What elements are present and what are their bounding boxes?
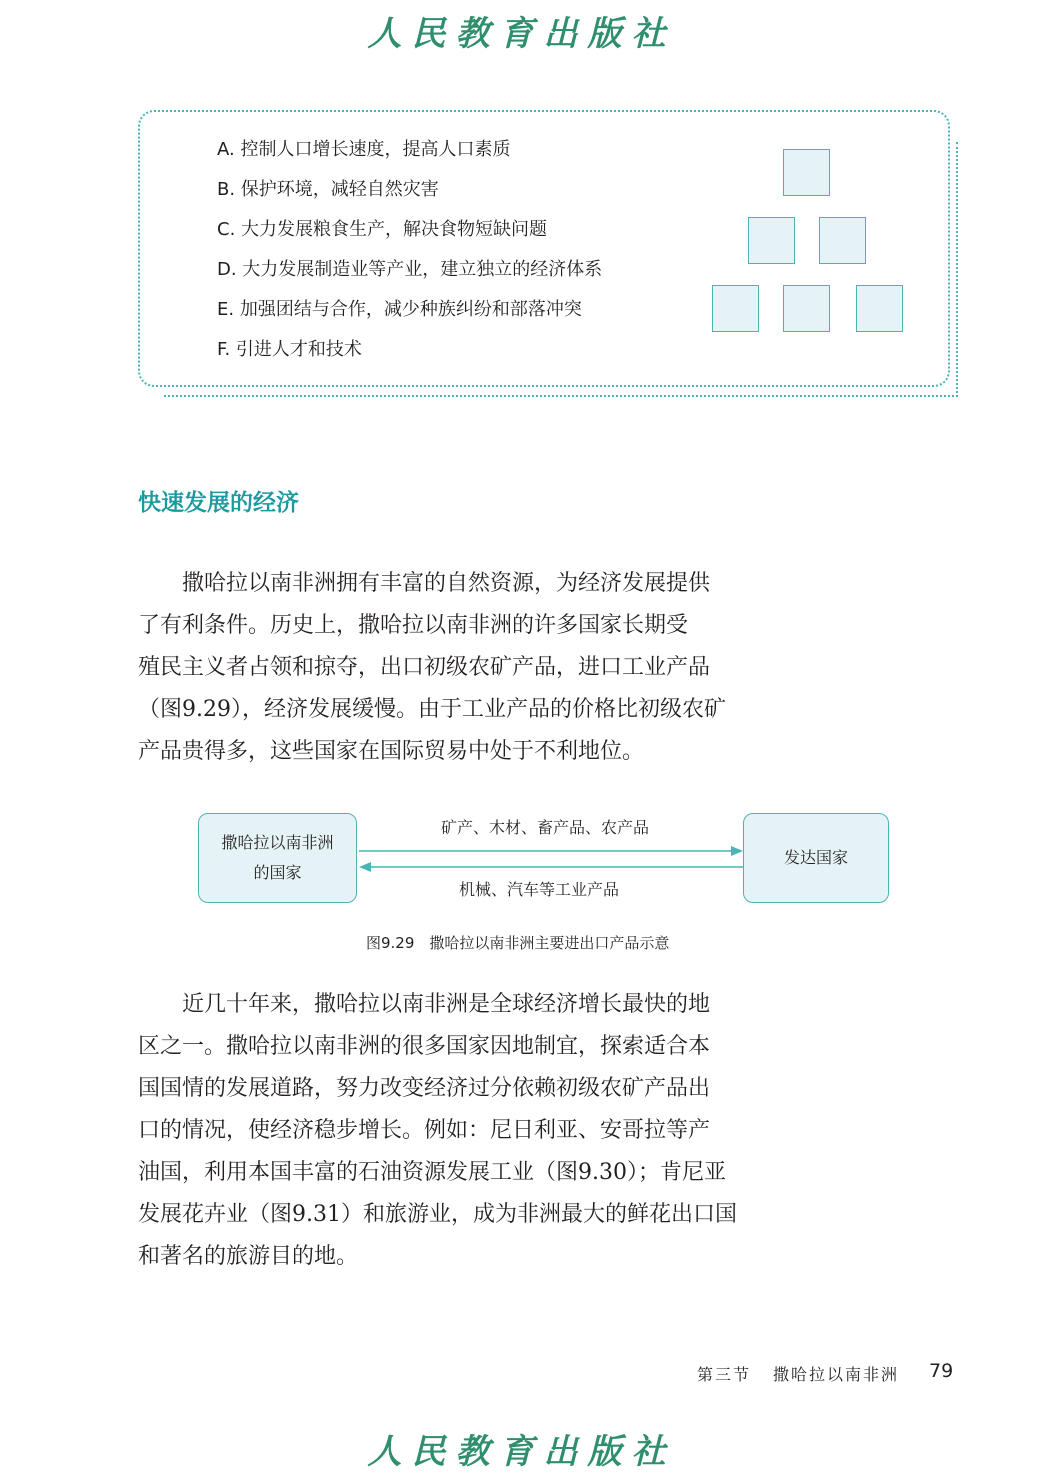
node-left-line-2: 的国家 bbox=[253, 863, 302, 882]
option-c: C. 大力发展粮食生产，解决食物短缺问题 bbox=[217, 219, 548, 240]
publisher-logo-bottom: 人民教育出版社 bbox=[367, 1432, 676, 1472]
paragraph-1-line: 殖民主义者占领和掠夺，出口初级农矿产品，进口工业产品 bbox=[138, 655, 711, 680]
paragraph-1-line: （图9.29），经济发展缓慢。由于工业产品的价格比初级农矿 bbox=[138, 697, 726, 722]
paragraph-1-line: 了有利条件。历史上，撒哈拉以南非洲的许多国家长期受 bbox=[138, 613, 689, 638]
option-f: F. 引进人才和技术 bbox=[217, 339, 362, 360]
footer-chapter-title: 撒哈拉以南非洲 bbox=[773, 1365, 900, 1384]
export-label: 矿产、木材、畜产品、农产品 bbox=[441, 818, 650, 837]
paragraph-2 bbox=[138, 984, 788, 1278]
pyramid-slot-middle-left[interactable] bbox=[748, 217, 795, 264]
paragraph-2-line: 和著名的旅游目的地。 bbox=[138, 1244, 359, 1269]
pyramid-slot-top[interactable] bbox=[783, 149, 830, 196]
pyramid-slot-bottom-right[interactable] bbox=[856, 285, 903, 332]
paragraph-1 bbox=[138, 563, 788, 773]
paragraph-2-line: 国国情的发展道路，努力改变经济过分依赖初级农矿产品出 bbox=[138, 1076, 711, 1101]
paragraph-1-line: 产品贵得多，这些国家在国际贸易中处于不利地位。 bbox=[138, 739, 645, 764]
page-number: 79 bbox=[929, 1360, 954, 1382]
node-sub-saharan-countries bbox=[198, 813, 357, 903]
paragraph-2-line: 区之一。撒哈拉以南非洲的很多国家因地制宜，探索适合本 bbox=[138, 1034, 711, 1059]
option-d: D. 大力发展制造业等产业，建立独立的经济体系 bbox=[217, 259, 603, 280]
option-a: A. 控制人口增长速度，提高人口素质 bbox=[217, 139, 511, 160]
paragraph-2-line: 近几十年来，撒哈拉以南非洲是全球经济增长最快的地 bbox=[182, 992, 711, 1017]
export-arrow-head bbox=[731, 846, 743, 856]
section-title: 快速发展的经济 bbox=[138, 490, 299, 516]
figure-caption: 图9.29 撒哈拉以南非洲主要进出口产品示意 bbox=[366, 934, 670, 952]
paragraph-2-line: 油国，利用本国丰富的石油资源发展工业（图9.30）；肯尼亚 bbox=[138, 1160, 726, 1185]
option-b: B. 保护环境，减轻自然灾害 bbox=[217, 179, 439, 200]
node-left-line-1: 撒哈拉以南非洲 bbox=[221, 833, 334, 852]
trade-arrows bbox=[357, 840, 745, 880]
publisher-logo-top: 人民教育出版社 bbox=[367, 14, 676, 54]
activity-box-shadow-bottom bbox=[164, 395, 958, 399]
footer-section: 第三节 bbox=[697, 1365, 752, 1384]
import-arrow-head bbox=[359, 862, 371, 872]
pyramid-slot-bottom-left[interactable] bbox=[712, 285, 759, 332]
paragraph-2-line: 口的情况，使经济稳步增长。例如：尼日利亚、安哥拉等产 bbox=[138, 1118, 711, 1143]
node-right-label: 发达国家 bbox=[783, 848, 848, 867]
paragraph-1-line: 撒哈拉以南非洲拥有丰富的自然资源，为经济发展提供 bbox=[182, 571, 711, 596]
paragraph-2-line: 发展花卉业（图9.31）和旅游业，成为非洲最大的鲜花出口国 bbox=[138, 1202, 737, 1227]
pyramid-slot-middle-right[interactable] bbox=[819, 217, 866, 264]
activity-box-shadow-right bbox=[956, 142, 960, 397]
option-e: E. 加强团结与合作，减少种族纠纷和部落冲突 bbox=[217, 299, 582, 320]
page-footer bbox=[697, 1362, 899, 1385]
node-developed-countries bbox=[743, 813, 889, 903]
activity-options bbox=[217, 136, 602, 376]
pyramid-slot-bottom-center[interactable] bbox=[783, 285, 830, 332]
import-label: 机械、汽车等工业产品 bbox=[459, 880, 620, 899]
